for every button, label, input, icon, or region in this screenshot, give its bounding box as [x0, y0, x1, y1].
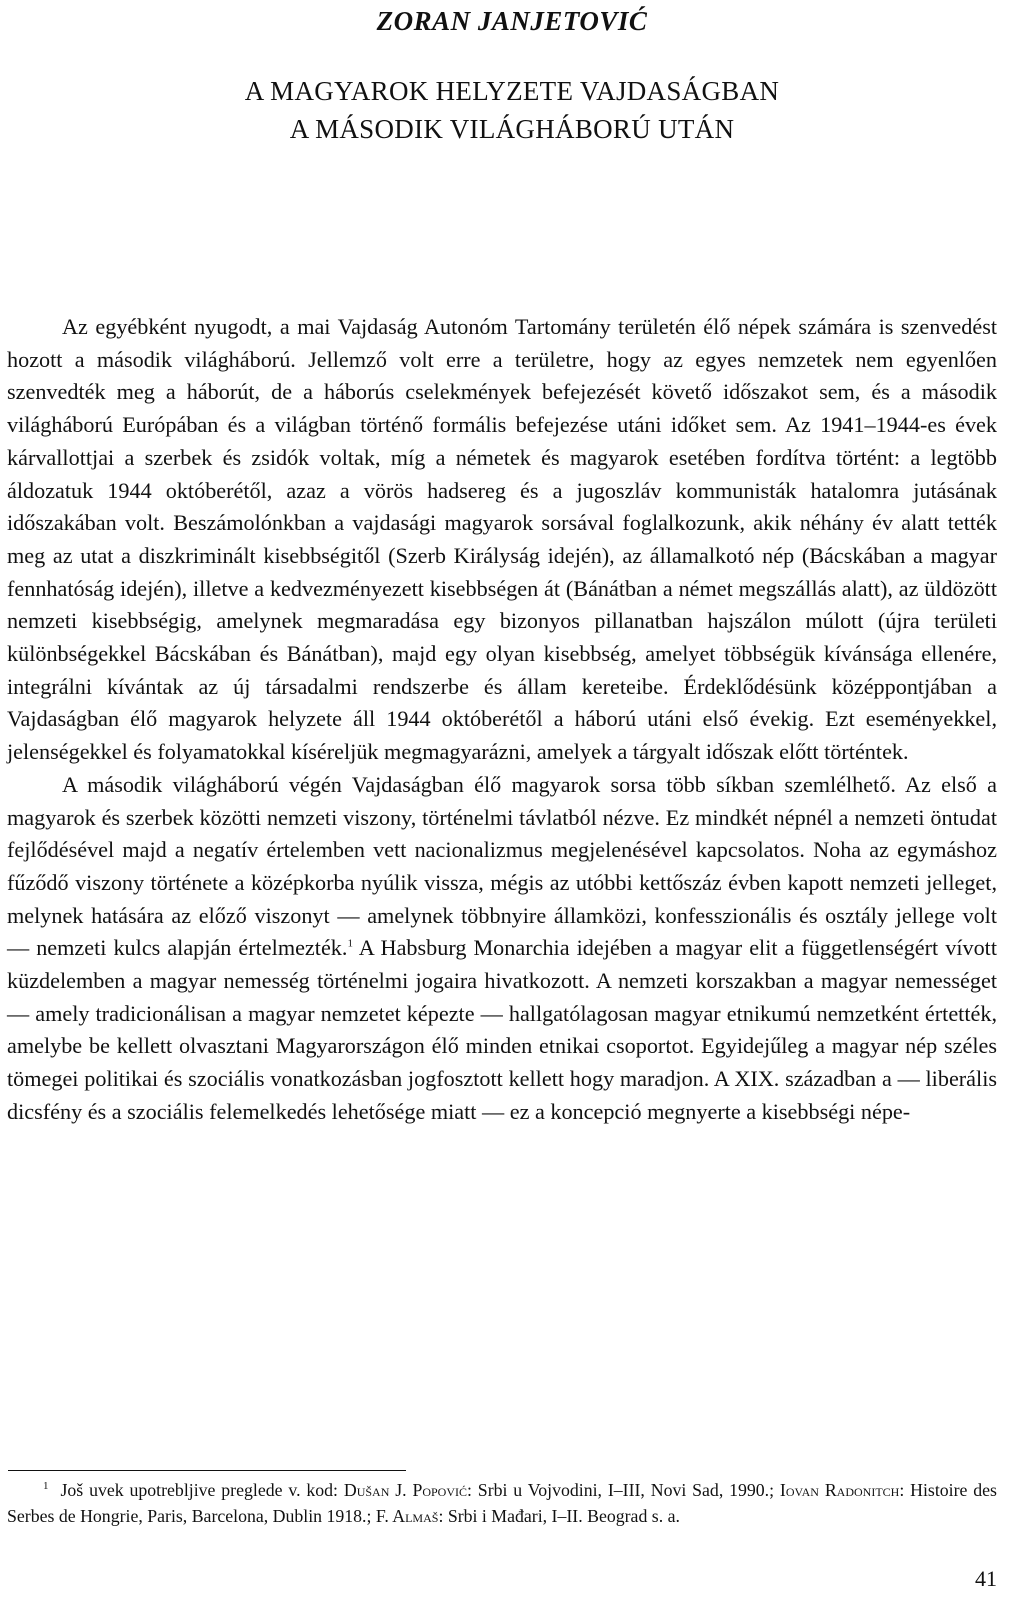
footnotes — [7, 1478, 997, 1530]
body-paragraph-2-main: A második világháború végén Vajdaságban élő magyarok sorsa több síkban szemlélhető. Az első a magyarok és szerbek közötti nemzeti viszony, történelmi távlatból nézve. Ez mindkét népnél a nemzeti öntudat fejlődésével majd a negatív értelemben vett nacionalizmus megjelenésével kapcsolatos. Noha az egymáshoz fűződő viszony története a középkorba nyúlik vissza, mégis az utóbbi kettőszáz évben kapott nemzeti jelleget, melynek hatására az előző viszonyt — amelynek többnyire államközi, konfesszionális és osztály jellege volt — nemzeti kulcs alapján értelmezték. — [7, 771, 997, 961]
footnote-1-author-2: Iovan Radonitch — [779, 1480, 900, 1500]
footnote-reference-1[interactable]: 1 — [347, 937, 353, 950]
title-line-1: A MAGYAROK HELYZETE VAJDASÁGBAN — [244, 76, 780, 106]
footnote-1-text-b: : Srbi u Vojvodini, I–III, Novi Sad, 1990.; — [467, 1480, 780, 1500]
footnote-1-number: 1 — [43, 1480, 49, 1493]
body-paragraph-1: Az egyébként nyugodt, a mai Vajdaság Autonóm Tartomány területén élő népek számára is szenvedést hozott a második világháború. Jellemző volt erre a területre, hogy az egyes nemzetek nem egyenlően szenvedték meg a háborút, de a háborús cselekmények befejezését követő időszakot sem, és a második világháború Európában és a világban történő formális befejezése utáni időket sem. Az 1941–1944-es évek kárvallottjai a szerbek és zsidók voltak, míg a németek és magyarok esetében fordítva történt: a legtöbb áldozatuk 1944 októberétől, azaz a vörös hadsereg és a jugoszláv kommunisták hatalomra jutásának időszakában volt. Beszámolónkban a vajdasági magyarok sorsával foglalkozunk, akik néhány év alatt tették meg az utat a diszkriminált kisebbségitől (Szerb Királyság idején), az államalkotó nép (Bácskában a magyar fennhatóság idején), illetve a kedvezményezett kisebbségen át (Bánátban a német megszállás alatt), az üldözött nemzeti kisebbségig, amelynek megmaradása egy bizonyos pillanatban hajszálon múlott (újra területi különbségekkel Bácskában és Bánátban), majd egy olyan kisebbség, amelyet többségük kívánsága ellenére, integrálni kívántak az új társadalmi rendszerbe és állam kereteibe. Érdeklődésünk középpontjában a Vajdaságban élő magyarok helyzete áll 1944 októberétől a háború utáni első évekig. Ezt eseményekkel, jelenségekkel és folyamatokkal kíséreljük megmagyarázni, amelyek a tárgyalt időszak előtt történtek. — [7, 314, 997, 765]
author-name: ZORAN JANJETOVIĆ — [376, 6, 648, 36]
footnote-1-author-3: F. Almaš — [375, 1505, 439, 1526]
footnote-separator — [8, 1470, 406, 1471]
article-body — [7, 311, 997, 1129]
footnote-1-text-c: : Histoire des Serbes de Hongrie, Paris, Barcelona, Dublin 1918.; — [7, 1480, 997, 1526]
footnote-1-text-a: Još uvek upotrebljive preglede v. kod: — [60, 1480, 344, 1500]
page-number: 41 — [975, 1566, 997, 1591]
title-line-2: A MÁSODIK VILÁGHÁBORÚ UTÁN — [289, 114, 735, 144]
article-title — [0, 72, 1024, 148]
footnote-1-author-1: Dušan J. Popović — [343, 1480, 468, 1500]
footnote-1 — [7, 1478, 997, 1530]
body-paragraph-2-rest: A Habsburg Monarchia idejében a magyar elit a függetlenségért vívott küzdelemben a magyar nemesség történelmi jogaira hivatkozott. A nemzeti korszakban a magyar nemességet — amely tradicionálisan a magyar nemzetet képezte — hallgatólagosan magyar etnikumú nemzetként értették, amelybe be kellett olvasztani Magyarországon élő minden etnikai csoportot. Egyidejűleg a magyar nép széles tömegei politikai és szociális vonatkozásban jogfosztott kellett hogy maradjon. A XIX. században a — liberális dicsfény és a szociális felemelkedés lehetősége miatt — ez a koncepció megnyerte a kisebbségi népe- — [7, 935, 998, 1124]
footnote-1-text-d: : Srbi i Mađari, I–II. Beograd s. a. — [438, 1505, 680, 1526]
body-paragraph-2 — [7, 769, 997, 1129]
